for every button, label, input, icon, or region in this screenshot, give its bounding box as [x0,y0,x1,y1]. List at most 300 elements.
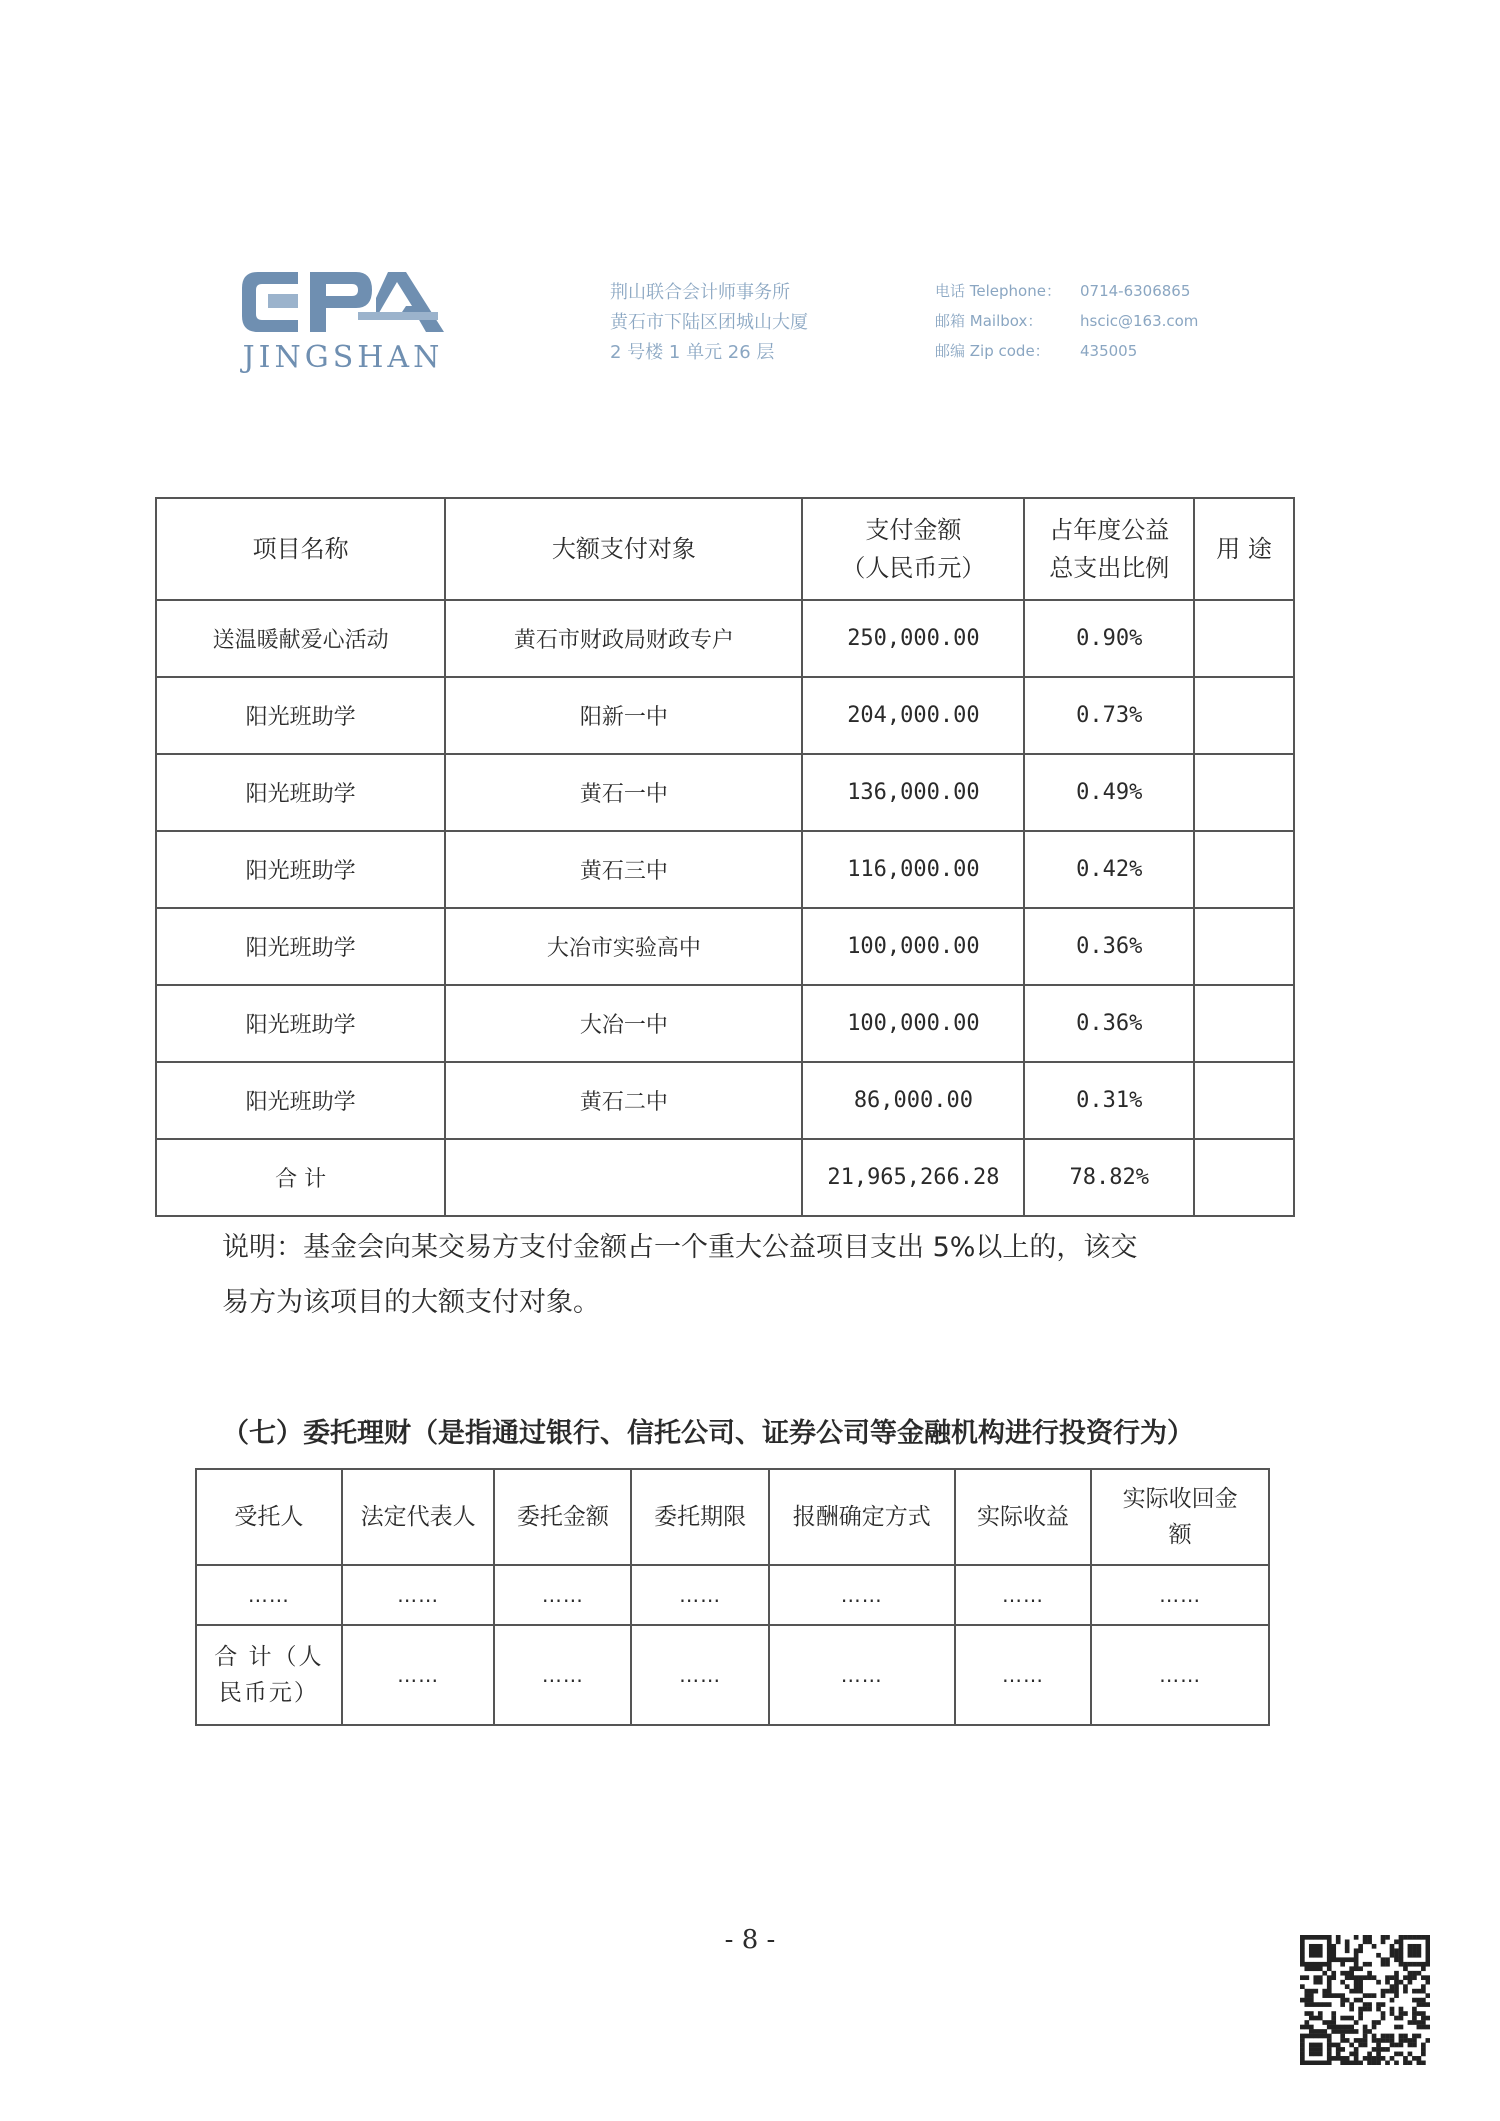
qr-module [1408,2043,1413,2048]
qr-module [1399,1980,1404,1985]
investment-total-label [196,1625,342,1725]
qr-module [1309,2002,1314,2007]
qr-module [1372,1975,1377,1980]
qr-module [1327,2002,1332,2007]
qr-module [1363,2043,1368,2048]
qr-module [1421,1975,1426,1980]
qr-module [1363,1935,1368,1940]
qr-module [1349,2016,1354,2021]
qr-module [1385,1957,1390,1962]
qr-module [1300,1957,1305,1962]
qr-module [1426,1948,1430,1953]
qr-module [1394,1948,1399,1953]
qr-module [1331,2029,1336,2034]
qr-module [1304,2002,1309,2007]
qr-module [1421,2002,1426,2007]
qr-module [1327,2052,1332,2057]
qr-module [1318,2029,1323,2034]
qr-module [1376,1953,1381,1958]
qr-module [1417,1944,1422,1949]
qr-module [1349,2007,1354,2012]
qr-module [1304,1989,1309,1994]
qr-module [1376,2038,1381,2043]
qr-module [1390,2007,1395,2012]
qr-module [1327,1939,1332,1944]
qr-module [1300,1944,1305,1949]
qr-module [1399,1962,1404,1967]
cell-entrust-period: …… [631,1565,769,1625]
qr-module [1336,1993,1341,1998]
qr-module [1421,2061,1426,2065]
qr-module [1421,2020,1426,2025]
qr-module [1363,1975,1368,1980]
cell-usage [1194,677,1294,754]
qr-module [1304,1962,1309,1967]
qr-module [1358,1989,1363,1994]
qr-module [1336,2029,1341,2034]
total-entrust-period: …… [631,1625,769,1725]
qr-module [1318,1935,1323,1940]
cell-project: 阳光班助学 [156,1062,445,1139]
qr-module [1403,2061,1408,2065]
cell-usage [1194,1062,1294,1139]
qr-module [1349,2052,1354,2057]
qr-module [1300,2056,1305,2061]
qr-module [1417,1971,1422,1976]
table-row [196,1565,1269,1625]
qr-module [1367,1971,1372,1976]
qr-module [1300,1962,1305,1967]
qr-module [1304,2025,1309,2030]
qr-module [1327,1962,1332,1967]
qr-module [1385,1935,1390,1940]
qr-module [1376,2047,1381,2052]
qr-module [1340,1971,1345,1976]
qr-module [1327,1948,1332,1953]
qr-module [1363,2029,1368,2034]
qr-module [1345,1957,1350,1962]
qr-module [1358,1984,1363,1989]
qr-module [1309,1993,1314,1998]
qr-module [1340,1980,1345,1985]
qr-module [1331,2020,1336,2025]
qr-module [1376,2061,1381,2065]
qr-module [1372,1944,1377,1949]
qr-module [1412,2034,1417,2039]
qr-module [1367,1962,1372,1967]
qr-module [1340,2047,1345,2052]
qr-module [1367,1993,1372,1998]
qr-module [1322,1993,1327,1998]
qr-module [1394,1989,1399,1994]
qr-module [1376,2043,1381,2048]
qr-module [1345,1948,1350,1953]
header-recovered-line2: 额 [1168,1522,1192,1548]
qr-module [1381,2002,1386,2007]
table-row [156,677,1294,754]
qr-module [1300,1953,1305,1958]
qr-module [1417,2056,1422,2061]
qr-module [1412,1975,1417,1980]
firm-name: 荆山联合会计师事务所 [610,282,790,303]
qr-module [1340,2056,1345,2061]
qr-module [1358,2061,1363,2065]
qr-module [1412,2038,1417,2043]
qr-module [1381,1935,1386,1940]
qr-module [1313,2043,1318,2048]
qr-module [1313,1953,1318,1958]
table-row [156,754,1294,831]
header-reward-method: 报酬确定方式 [769,1469,955,1565]
qr-module [1340,2002,1345,2007]
qr-module [1399,1944,1404,1949]
qr-module [1327,1980,1332,1985]
qr-module [1349,2025,1354,2030]
qr-module [1354,2020,1359,2025]
qr-module [1300,1935,1305,1940]
qr-module [1358,1944,1363,1949]
qr-module [1354,2052,1359,2057]
large-payments-table [155,497,1295,1217]
table-row [156,985,1294,1062]
qr-module [1399,2038,1404,2043]
qr-module [1336,2025,1341,2030]
qr-module [1363,2056,1368,2061]
note-line2 [222,1275,1232,1330]
qr-module [1408,1975,1413,1980]
qr-module [1372,1993,1377,1998]
section-7-title: （七）委托理财（是指通过银行、信托公司、证券公司等金融机构进行投资行为） [222,1418,1194,1449]
qr-module [1345,2029,1350,2034]
qr-module [1426,2016,1430,2021]
firm-address-line2: 2 号楼 1 单元 26 层 [610,342,775,363]
qr-module [1345,2025,1350,2030]
qr-module [1331,2011,1336,2016]
qr-module [1408,1944,1413,1949]
qr-module [1412,1948,1417,1953]
qr-module [1399,1935,1404,1940]
qr-module [1327,2025,1332,2030]
qr-module [1331,2056,1336,2061]
qr-module [1426,1993,1430,1998]
qr-module [1331,1993,1336,1998]
cell-ratio: 0.73% [1024,677,1194,754]
qr-module [1394,2043,1399,2048]
qr-module [1412,1962,1417,1967]
page-number: - 8 - [724,1925,776,1955]
phone-label: 电话 Telephone： [935,282,1061,300]
qr-module [1322,2034,1327,2039]
qr-module [1394,1971,1399,1976]
qr-module [1367,2002,1372,2007]
cell-usage [1194,908,1294,985]
qr-module [1399,2052,1404,2057]
qr-module [1381,1957,1386,1962]
qr-module [1426,1980,1430,1985]
qr-module [1399,2011,1404,2016]
qr-module [1354,2029,1359,2034]
qr-module [1313,1980,1318,1985]
cell-ratio: 0.49% [1024,754,1194,831]
total-reward-method: …… [769,1625,955,1725]
qr-module [1354,1980,1359,1985]
qr-module [1408,2061,1413,2065]
qr-module [1349,1966,1354,1971]
investment-total-label-line1: 合 计（人 [214,1644,324,1670]
qr-module [1327,2056,1332,2061]
cell-payee: 黄石三中 [445,831,802,908]
qr-module [1354,1948,1359,1953]
investment-total-label-line2: 民币元） [218,1680,319,1706]
qr-module [1313,2034,1318,2039]
qr-module [1376,2020,1381,2025]
qr-module [1412,1953,1417,1958]
header-recovered-line1: 实际收回金 [1122,1486,1238,1512]
qr-module [1412,1989,1417,1994]
qr-module [1408,1948,1413,1953]
qr-module [1340,2025,1345,2030]
qr-module [1385,2061,1390,2065]
cell-amount: 86,000.00 [802,1062,1024,1139]
qr-module [1381,2034,1386,2039]
header-amount [802,498,1024,600]
qr-module [1403,1962,1408,1967]
qr-module [1390,1975,1395,1980]
qr-module [1399,2043,1404,2048]
qr-module [1372,2038,1377,2043]
qr-module [1421,2011,1426,2016]
qr-module [1318,1962,1323,1967]
qr-module [1354,1962,1359,1967]
qr-module [1304,2034,1309,2039]
zip-row [935,336,1198,366]
cell-amount: 250,000.00 [802,600,1024,677]
qr-module [1309,2034,1314,2039]
qr-module [1313,1989,1318,1994]
qr-module [1403,2038,1408,2043]
qr-module [1403,1975,1408,1980]
qr-module [1367,1935,1372,1940]
cell-legal-rep: …… [342,1565,495,1625]
qr-module [1372,2061,1377,2065]
qr-module [1421,1984,1426,1989]
qr-module [1318,2047,1323,2052]
total-amount: 21,965,266.28 [802,1139,1024,1216]
qr-module [1426,1953,1430,1958]
qr-module [1390,2043,1395,2048]
qr-module [1300,2043,1305,2048]
qr-module [1426,1957,1430,1962]
qr-module [1417,1998,1422,2003]
qr-module [1331,1944,1336,1949]
cell-payee: 黄石二中 [445,1062,802,1139]
qr-module [1417,2061,1422,2065]
qr-module [1385,1989,1390,1994]
qr-module [1363,2025,1368,2030]
qr-module [1331,1975,1336,1980]
qr-module [1381,1989,1386,1994]
qr-module [1309,2043,1314,2048]
qr-module [1331,2025,1336,2030]
qr-module [1313,1948,1318,1953]
qr-module [1376,2052,1381,2057]
qr-module [1390,1998,1395,2003]
qr-module [1403,1966,1408,1971]
cell-project: 阳光班助学 [156,677,445,754]
qr-module [1399,1957,1404,1962]
qr-module [1313,2061,1318,2065]
qr-module [1309,1998,1314,2003]
qr-module [1322,1971,1327,1976]
qr-module [1408,1953,1413,1958]
qr-module [1345,1944,1350,1949]
investment-header-row [196,1469,1269,1565]
qr-module [1322,1935,1327,1940]
qr-module [1426,1935,1430,1940]
qr-module [1300,2047,1305,2052]
qr-module [1367,2056,1372,2061]
qr-module [1309,1944,1314,1949]
qr-module [1304,2011,1309,2016]
cell-entrust-amount: …… [494,1565,631,1625]
qr-module [1408,2020,1413,2025]
qr-module [1349,2043,1354,2048]
qr-module [1367,2061,1372,2065]
cell-actual-income: …… [955,1565,1092,1625]
qr-module [1381,1962,1386,1967]
qr-module [1331,1971,1336,1976]
qr-code-icon [1300,1935,1430,2065]
qr-module [1304,1966,1309,1971]
qr-module [1313,2016,1318,2021]
qr-module [1426,1939,1430,1944]
qr-module [1309,2061,1314,2065]
qr-module [1327,2020,1332,2025]
qr-module [1412,2020,1417,2025]
qr-module [1385,2038,1390,2043]
cell-ratio: 0.42% [1024,831,1194,908]
qr-module [1399,1939,1404,1944]
qr-module [1403,1935,1408,1940]
qr-module [1426,2025,1430,2030]
qr-module [1327,1984,1332,1989]
header-usage: 用 途 [1194,498,1294,600]
table-note [222,1220,1232,1330]
note-line1: 说明：基金会向某交易方支付金额占一个重大公益项目支出 5%以上的，该交 [222,1232,1138,1263]
qr-module [1358,1975,1363,1980]
header-entrust-amount: 委托金额 [494,1469,631,1565]
qr-module [1309,2052,1314,2057]
qr-module [1394,1975,1399,1980]
cpa-logo-mark [238,268,448,343]
qr-module [1345,1971,1350,1976]
qr-module [1381,2038,1386,2043]
qr-module [1318,2061,1323,2065]
qr-module [1408,1962,1413,1967]
table-row [156,1062,1294,1139]
qr-module [1417,1962,1422,1967]
qr-module [1412,1944,1417,1949]
qr-module [1426,2002,1430,2007]
qr-module [1300,2052,1305,2057]
qr-module [1336,1935,1341,1940]
qr-module [1363,2002,1368,2007]
qr-module [1408,2038,1413,2043]
qr-module [1372,2020,1377,2025]
qr-module [1345,2016,1350,2021]
header-ratio [1024,498,1194,600]
qr-module [1394,1953,1399,1958]
table-row [156,600,1294,677]
qr-module [1390,2056,1395,2061]
cell-payee: 大冶一中 [445,985,802,1062]
cell-project: 阳光班助学 [156,831,445,908]
qr-module [1376,1980,1381,1985]
qr-module [1408,1935,1413,1940]
qr-module [1426,1975,1430,1980]
qr-module [1399,2034,1404,2039]
qr-module [1390,2011,1395,2016]
qr-module [1318,2034,1323,2039]
qr-module [1394,1984,1399,1989]
qr-module [1327,1944,1332,1949]
qr-module [1381,1939,1386,1944]
qr-module [1322,2029,1327,2034]
qr-module [1372,2047,1377,2052]
qr-module [1300,1939,1305,1944]
qr-module [1304,1975,1309,1980]
qr-module [1300,2034,1305,2039]
qr-module [1354,1989,1359,1994]
qr-module [1372,2034,1377,2039]
qr-module [1349,1971,1354,1976]
qr-module [1358,2007,1363,2012]
mail-row [935,306,1198,336]
qr-module [1309,2016,1314,2021]
qr-module [1327,2061,1332,2065]
qr-module [1327,1975,1332,1980]
qr-module [1394,1980,1399,1985]
qr-module [1345,1975,1350,1980]
cell-amount: 116,000.00 [802,831,1024,908]
qr-module [1399,2007,1404,2012]
total-legal-rep: …… [342,1625,495,1725]
qr-module [1327,1966,1332,1971]
qr-module [1385,1980,1390,1985]
qr-module [1358,1980,1363,1985]
qr-module [1340,2029,1345,2034]
qr-module [1313,1944,1318,1949]
qr-module [1318,1975,1323,1980]
qr-module [1340,2034,1345,2039]
total-payee [445,1139,802,1216]
qr-module [1318,2052,1323,2057]
qr-module [1394,2016,1399,2021]
header-amount-line1: 支付金额 [865,516,962,544]
qr-module [1412,1971,1417,1976]
cell-project: 阳光班助学 [156,985,445,1062]
total-recovered-amount: …… [1091,1625,1269,1725]
qr-module [1358,1948,1363,1953]
qr-module [1340,2016,1345,2021]
qr-module [1354,1935,1359,1940]
cell-payee: 黄石市财政局财政专户 [445,600,802,677]
qr-module [1376,2002,1381,2007]
cell-usage [1194,754,1294,831]
header-entrust-period: 委托期限 [631,1469,769,1565]
qr-module [1331,1948,1336,1953]
qr-module [1385,1975,1390,1980]
